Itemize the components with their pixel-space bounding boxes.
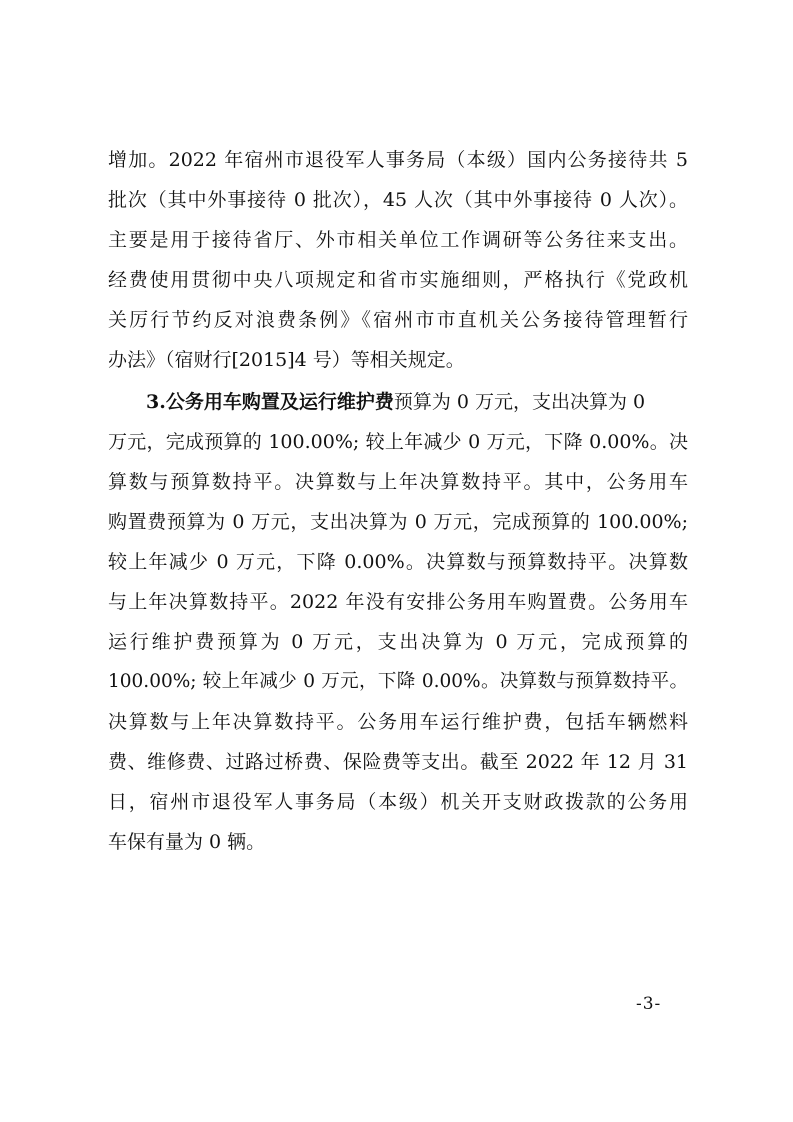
section-heading: 3.公务用车购置及运行维护费	[146, 391, 394, 413]
paragraph-2-line-7: 运行维护费预算为 0 万元，支出决算为 0 万元，完成预算的	[108, 631, 688, 653]
paragraph-2-line-5: 较上年减少 0 万元，下降 0.00%。决算数与预算数持平。决算数	[108, 551, 688, 573]
paragraph-2-line-10: 费、维修费、过路过桥费、保险费等支出。截至 2022 年 12 月 31	[108, 751, 688, 773]
paragraph-2-line-2: 万元，完成预算的 100.00%; 较上年减少 0 万元，下降 0.00%。决	[108, 431, 688, 453]
paragraph-2-line-8: 100.00%; 较上年减少 0 万元，下降 0.00%。决算数与预算数持平。	[108, 671, 688, 692]
paragraph-2-line-4: 购置费预算为 0 万元，支出决算为 0 万元，完成预算的 100.00%;	[108, 511, 688, 533]
paragraph-1-line-1: 增加。2022 年宿州市退役军人事务局（本级）国内公务接待共 5	[108, 149, 688, 171]
paragraph-1-line-4: 经费使用贯彻中央八项规定和省市实施细则，严格执行《党政机	[108, 269, 688, 291]
paragraph-2-line-12: 车保有量为 0 辆。	[108, 831, 266, 853]
paragraph-2-line-6: 与上年决算数持平。2022 年没有安排公务用车购置费。公务用车	[108, 591, 688, 613]
paragraph-1-line-6: 办法》（宿财行[2015]4 号）等相关规定。	[108, 349, 465, 371]
paragraph-1-line-3: 主要是用于接待省厅、外市相关单位工作调研等公务往来支出。	[108, 229, 688, 251]
paragraph-1-line-2: 批次（其中外事接待 0 批次），45 人次（其中外事接待 0 人次）。	[108, 189, 688, 211]
paragraph-2-line-1	[146, 385, 688, 419]
paragraph-1-line-5: 关厉行节约反对浪费条例》《宿州市市直机关公务接待管理暂行	[108, 309, 688, 331]
paragraph-2-line-3: 算数与预算数持平。决算数与上年决算数持平。其中，公务用车	[108, 471, 688, 493]
paragraph-2-line-11: 日，宿州市退役军人事务局（本级）机关开支财政拨款的公务用	[108, 791, 688, 813]
paragraph-2-line-9: 决算数与上年决算数持平。公务用车运行维护费，包括车辆燃料	[108, 711, 688, 733]
page-number: -3-	[636, 994, 662, 1014]
section-heading-continuation: 预算为 0 万元，支出决算为 0	[393, 391, 646, 413]
